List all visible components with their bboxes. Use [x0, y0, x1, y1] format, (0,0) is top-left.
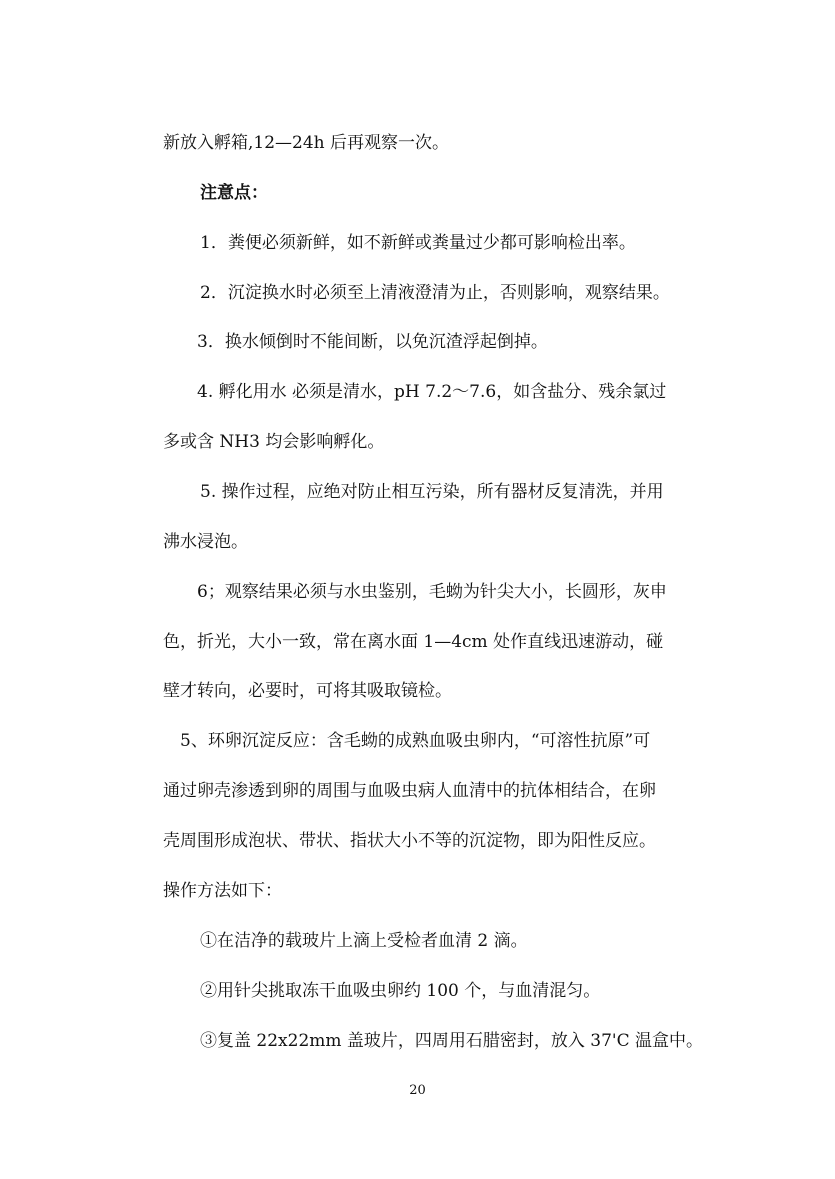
text-line-content: 多或含 NH3 均会影响孵化。: [163, 432, 385, 452]
text-line-content: 壁才转向，必要时，可将其吸取镜检。: [163, 681, 452, 701]
text-line-content: 5、环卵沉淀反应：含毛蚴的成熟血吸虫卵内，“可溶性抗原”可: [180, 731, 651, 751]
text-line-content: 操作方法如下：: [163, 881, 282, 901]
text-line-content: ②用针尖挑取冻干血吸虫卵约 100 个，与血清混匀。: [200, 981, 601, 1001]
text-line-content: 1．粪便必须新鲜，如不新鲜或粪量过少都可影响检出率。: [200, 233, 636, 253]
text-line-content: 4. 孵化用水 必须是清水，pH 7.2～7.6，如含盐分、残余氯过: [197, 382, 667, 402]
page-number: 20: [409, 1083, 426, 1098]
text-line-content: 壳周围形成泡状、带状、指状大小不等的沉淀物，即为阳性反应。: [163, 831, 656, 851]
text-line-content: ①在洁净的载玻片上滴上受检者血清 2 滴。: [200, 931, 528, 951]
text-line-content: 通过卵壳渗透到卵的周围与血吸虫病人血清中的抗体相结合，在卵: [163, 781, 656, 801]
text-line-content: 新放入孵箱,12—24h 后再观察一次。: [163, 133, 450, 153]
text-line-content: 沸水浸泡。: [163, 532, 248, 552]
text-line-content: 色，折光，大小一致，常在离水面 1—4cm 处作直线迅速游动，碰: [163, 632, 664, 652]
text-line-content: 5. 操作过程，应绝对防止相互污染，所有器材反复清洗，并用: [200, 482, 664, 502]
text-line-content: 6；观察结果必须与水虫鉴别，毛蚴为针尖大小，长圆形，灰申: [197, 582, 667, 602]
notes-heading: 注意点：: [200, 183, 268, 203]
text-line-content: 3．换水倾倒时不能间断，以免沉渣浮起倒掉。: [197, 332, 548, 352]
text-line-content: ③复盖 22x22mm 盖玻片，四周用石腊密封，放入 37'C 温盒中。: [200, 1031, 704, 1051]
text-line-content: 2．沉淀换水时必须至上清液澄清为止，否则影响，观察结果。: [200, 283, 670, 303]
